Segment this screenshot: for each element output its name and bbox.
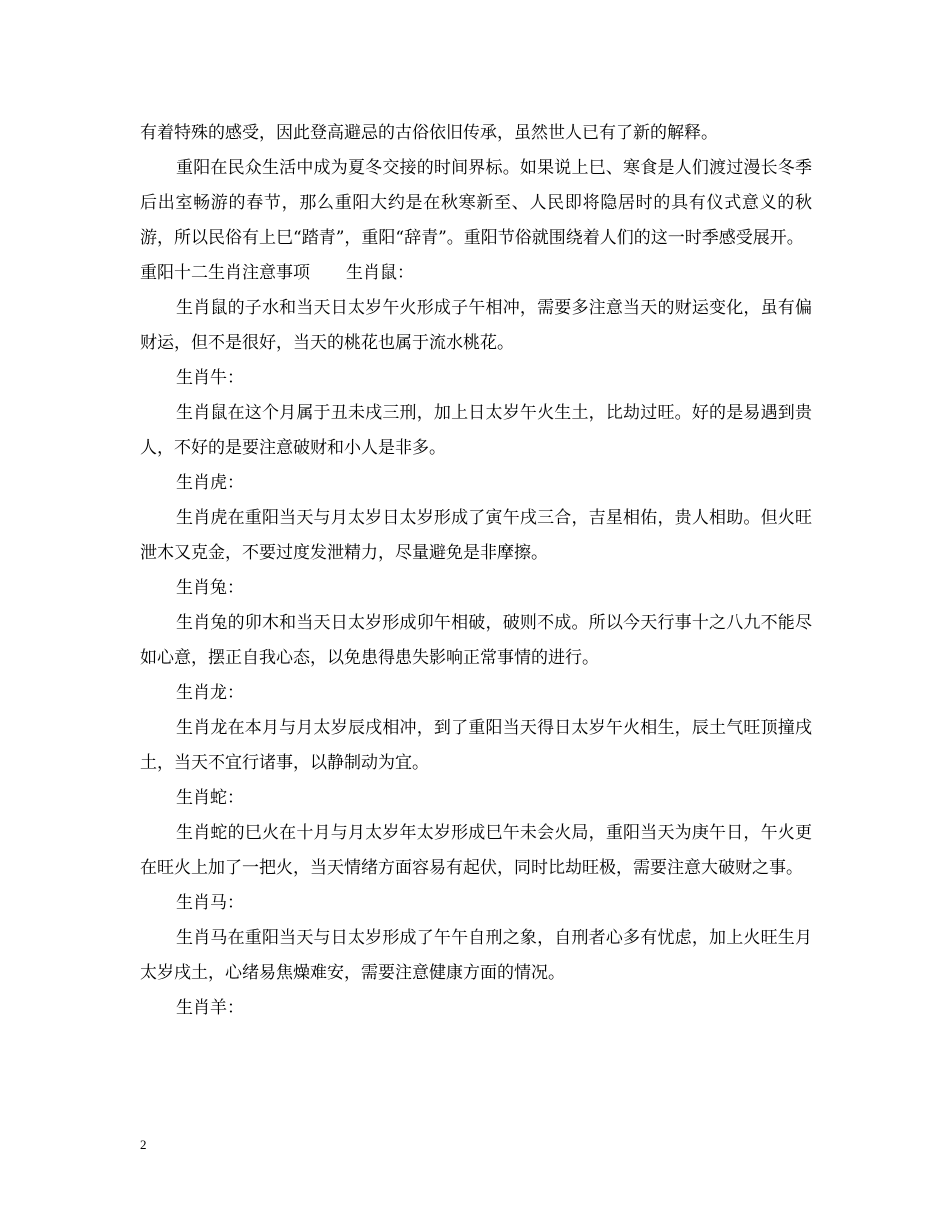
zodiac-text-snake: 生肖蛇的巳火在十月与月太岁年太岁形成巳午未会火局，重阳当天为庚午日，午火更在旺火上加了一把火，当天情绪方面容易有起伏，同时比劫旺极，需要注意大破财之事。 [140, 823, 812, 878]
paragraph-chongyang-season: 重阳在民众生活中成为夏冬交接的时间界标。如果说上巳、寒食是人们渡过漫长冬季后出室畅游的春节，那么重阳大约是在秋寒新至、人民即将隐居时的具有仪式意义的秋游，所以民俗有上巳“踏青”，重阳“辞青”。重阳节俗就围绕着人们的这一时季感受展开。 [140, 158, 812, 248]
zodiac-heading-goat: 生肖羊： [176, 998, 244, 1018]
page-number: 2 [140, 1137, 147, 1152]
zodiac-heading-snake: 生肖蛇： [176, 788, 244, 808]
zodiac-heading-rat: 生肖鼠： [346, 263, 414, 283]
zodiac-heading-tiger: 生肖虎： [176, 473, 244, 493]
zodiac-heading-dragon: 生肖龙： [176, 683, 244, 703]
zodiac-text-rat: 生肖鼠的子水和当天日太岁午火形成子午相冲，需要多注意当天的财运变化，虽有偏财运，但不是很好，当天的桃花也属于流水桃花。 [140, 298, 812, 353]
zodiac-text-tiger: 生肖虎在重阳当天与月太岁日太岁形成了寅午戌三合，吉星相佑，贵人相助。但火旺泄木又克金，不要过度发泄精力，尽量避免是非摩擦。 [140, 508, 812, 563]
section-heading-line [140, 256, 812, 291]
zodiac-heading-rabbit: 生肖兔： [176, 578, 244, 598]
zodiac-text-ox: 生肖鼠在这个月属于丑未戌三刑，加上日太岁午火生土，比劫过旺。好的是易遇到贵人，不好的是要注意破财和小人是非多。 [140, 403, 812, 458]
document-body [140, 116, 812, 1026]
section-heading: 重阳十二生肖注意事项 [140, 263, 310, 283]
zodiac-text-rabbit: 生肖兔的卯木和当天日太岁形成卯午相破，破则不成。所以今天行事十之八九不能尽如心意，摆正自我心态，以免患得患失影响正常事情的进行。 [140, 613, 812, 668]
zodiac-heading-horse: 生肖马： [176, 893, 244, 913]
paragraph-continuation: 有着特殊的感受，因此登高避忌的古俗依旧传承，虽然世人已有了新的解释。 [140, 123, 718, 143]
zodiac-text-dragon: 生肖龙在本月与月太岁辰戌相冲，到了重阳当天得日太岁午火相生，辰土气旺顶撞戌土，当天不宜行诸事，以静制动为宜。 [140, 718, 812, 773]
zodiac-text-horse: 生肖马在重阳当天与日太岁形成了午午自刑之象，自刑者心多有忧虑，加上火旺生月太岁戌土，心绪易焦燥难安，需要注意健康方面的情况。 [140, 928, 812, 983]
zodiac-heading-ox: 生肖牛： [176, 368, 244, 388]
